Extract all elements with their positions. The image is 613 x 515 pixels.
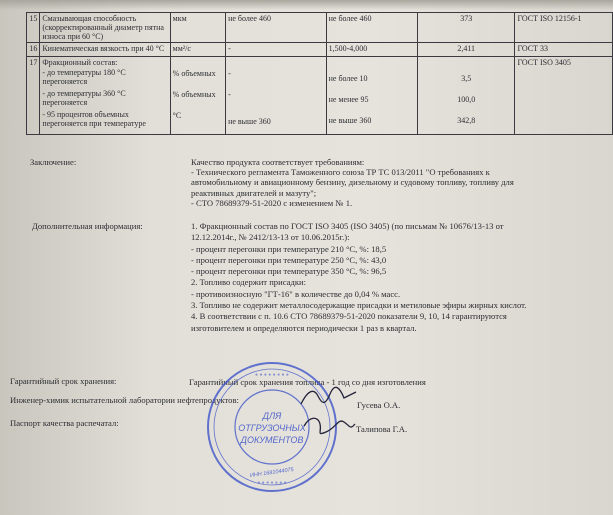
- conclusion-line: Качество продукта соответствует требованиям:: [191, 157, 365, 167]
- property-name: [40, 57, 170, 135]
- sub-norm-standard: -: [228, 69, 231, 78]
- page-shadow: [0, 0, 613, 10]
- unit: мм²/с: [170, 43, 225, 57]
- info-line: - процент перегонки при температуре 250 °С, %: 43,0: [191, 254, 387, 265]
- svg-text:● ● ● ● ● ● ●: ● ● ● ● ● ● ●: [257, 480, 287, 486]
- test-method: ГОСТ ISO 12156-1: [515, 13, 613, 43]
- test-method: ГОСТ 33: [515, 43, 613, 57]
- stamp-line: ДОКУМЕНТОВ: [240, 435, 304, 445]
- norm-standard: [226, 57, 327, 135]
- stamp-line: ОТГРУЗОЧНЫХ: [238, 423, 306, 433]
- sub-property-name: - до температуры 180 °С перегоняется: [42, 68, 126, 86]
- norm-spec: не более 460: [326, 13, 417, 43]
- sub-norm-spec: не менее 95: [328, 95, 369, 104]
- row-number: 15: [27, 13, 40, 43]
- info-line: 1. Фракционный состав по ГОСТ ISO 3405 (ISO 3405) (по письмам № 10676/13-13 от: [191, 221, 504, 231]
- conclusion-line: - Технического регламента Таможенного союза ТР ТС 013/2011 "О требованиях к: [191, 167, 490, 178]
- sub-norm-spec: не более 10: [328, 74, 368, 83]
- unit: [170, 57, 225, 135]
- property-name: Смазывающая способность (скорректированный диаметр пятна износа при 60 °С): [40, 13, 170, 43]
- printer-signature: [300, 410, 358, 440]
- sub-result: 100,0: [457, 95, 476, 104]
- conclusion-label: Заключение:: [30, 157, 77, 167]
- guarantee-label: Гарантийный срок хранения:: [10, 376, 117, 386]
- info-line: - процент перегонки при температуре 210 °С, %: 18,5: [191, 243, 387, 254]
- table-row: [27, 13, 613, 43]
- info-line: изготовителем и определяются периодически 1 раз в квартал.: [191, 322, 417, 333]
- row-number: 16: [27, 43, 40, 57]
- sub-property-name: - до температуры 360 °С перегоняется: [42, 89, 126, 107]
- info-line: 2. Топливо содержит присадки:: [191, 277, 306, 288]
- info-line: - процент перегонки при температуре 350 °С, %: 96,5: [191, 266, 387, 277]
- row-number: 17: [27, 57, 40, 135]
- additional-info-text: [191, 221, 601, 334]
- additional-info-label: Дополнительная информация:: [32, 221, 143, 231]
- norm-spec: 1,500-4,000: [326, 43, 417, 57]
- sub-result: 3,5: [461, 74, 472, 83]
- property-name: Кинематическая вязкость при 40 °С: [40, 43, 170, 57]
- info-line: - противоизносную "ГТ-16" в количестве до 0,04 % масс.: [191, 288, 401, 299]
- sub-result: 342,8: [457, 116, 476, 125]
- sub-norm-standard: не выше 360: [228, 117, 271, 126]
- info-line: 4. В соответствии с п. 10.6 СТО 78689379-51-2020 показатели 9, 10, 14 гарантируются: [191, 311, 507, 322]
- table-row: [27, 57, 613, 135]
- engineer-name: Гусева О.А.: [357, 400, 401, 410]
- sub-property-name: - 95 процентов объемных перегоняется при температуре: [42, 110, 146, 128]
- guarantee-value: Гарантийный срок хранения топлива - 1 год со дня изготовления: [189, 377, 426, 387]
- conclusion-line: - СТО 78689379-51-2020 с изменением № 1.: [191, 197, 353, 208]
- printed-by-name: Талипова Г.А.: [356, 424, 408, 434]
- conclusion-line: автомобильному и авиационному бензину, дизельному и судовому топливу, топливу для: [191, 177, 514, 188]
- property-name: Фракционный состав:: [42, 58, 118, 67]
- quality-table: [26, 12, 613, 135]
- sub-unit: °С: [172, 111, 182, 120]
- sub-unit: % объемных: [172, 90, 216, 99]
- sub-norm-standard: -: [228, 90, 231, 99]
- norm-spec: [326, 57, 417, 135]
- norm-standard: не более 460: [226, 13, 327, 43]
- test-method: ГОСТ ISO 3405: [515, 57, 613, 135]
- result-value: 2,411: [417, 43, 514, 57]
- info-line: 3. Топливо не содержит металлосодержащие присадки и метиловые эфиры жирных кислот.: [191, 300, 527, 311]
- result-value: [417, 57, 514, 135]
- table-row: [27, 43, 613, 57]
- unit: мкм: [170, 13, 225, 43]
- stamp-number: ИНН 1681044075: [249, 466, 295, 480]
- info-line: 12.12.2014г., № 2412/13-13 от 10.06.2015г.):: [191, 232, 350, 243]
- engineer-signature: [298, 384, 360, 410]
- sub-unit: % объемных: [172, 69, 216, 78]
- norm-standard: -: [226, 43, 327, 57]
- svg-text:● ● ● ● ● ● ● ●: ● ● ● ● ● ● ● ●: [255, 372, 289, 378]
- result-value: 373: [417, 13, 514, 43]
- conclusion-line: реактивных двигателей и мазуту";: [191, 187, 317, 198]
- sub-norm-spec: не выше 360: [328, 116, 372, 125]
- conclusion-text: [191, 157, 591, 208]
- engineer-label: Инженер-химик испытательной лаборатории нефтепродуктов:: [10, 395, 239, 405]
- stamp-line: ДЛЯ: [262, 411, 282, 421]
- printed-by-label: Паспорт качества распечатал:: [10, 418, 119, 428]
